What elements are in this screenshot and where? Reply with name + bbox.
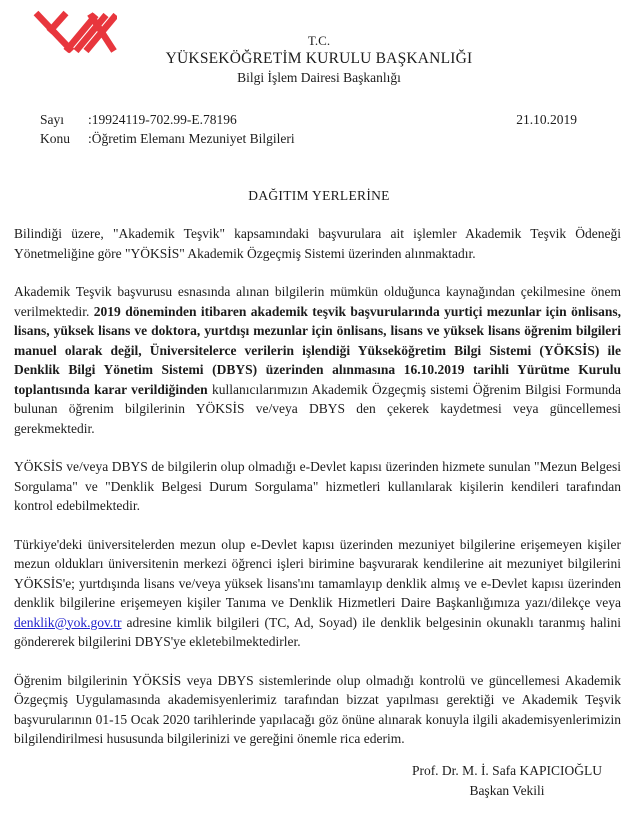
letterhead bbox=[0, 32, 638, 87]
paragraph-4-tail: adresine kimlik bilgileri (TC, Ad, Soyad) ile denklik belgesinin okunaklı taranmış halini göndererek bilgilerini DBYS'ye ekletebilmektedirler. bbox=[14, 614, 621, 649]
signature-block bbox=[398, 761, 616, 800]
paragraph-4-lead: Türkiye'deki üniversitelerden mezun olup e-Devlet kapısı üzerinden mezuniyet bilgilerine erişemeyen kişiler mezun oldukları üniversitenin merkezi öğrenci işleri birimine başvurarak kendilerine ait mezuniyet bilgilerini YÖKSİS'e; yurtdışında lisans ve/veya yüksek lisans'ını tamamlayıp denklik almış ve e-Devlet kapısı üzerinden denklik bilgilerine erişemeyen kişiler Tanıma ve Denklik Hizmetleri Daire Başkanlığımıza yazı/dilekçe veya bbox=[14, 536, 621, 610]
letterhead-tc: T.C. bbox=[307, 33, 331, 48]
konu-value: :Öğretim Elemanı Mezuniyet Bilgileri bbox=[88, 131, 295, 146]
paragraph-1: Bilindiği üzere, "Akademik Teşvik" kapsamındaki başvurulara ait işlemler Akademik Teşvik Ödeneği Yönetmeliğine göre "YÖKSİS" Akademik Özgeçmiş Sistemi üzerinden alınmaktadır. bbox=[14, 226, 621, 261]
denklik-email-link[interactable]: denklik@yok.gov.tr bbox=[14, 614, 122, 630]
sayi-value: :19924119-702.99-E.78196 bbox=[88, 112, 237, 127]
letter-body bbox=[14, 224, 621, 768]
konu-row bbox=[40, 129, 598, 148]
paragraph-4 bbox=[14, 535, 621, 652]
letterhead-org: YÜKSEKÖĞRETİM KURULU BAŞKANLIĞI bbox=[165, 50, 473, 67]
paragraph-2-tail: kullanıcılarımızın Akademik Özgeçmiş sistemi Öğrenim Bilgisi Formunda bulunan öğrenim bilgilerinin YÖKSİS ve/veya DBYS den çekerek kaydetmesi veya güncellemesi gerekmektedir. bbox=[14, 381, 621, 436]
paragraph-3: YÖKSİS ve/veya DBYS de bilgilerin olup olmadığı e-Devlet kapısı üzerinden hizmete sunulan "Mezun Belgesi Sorgulama" ve "Denklik Belgesi Durum Sorgulama" hizmetleri kullanılarak kişilerin kendileri tarafından kontrol edebilmektedir. bbox=[14, 459, 621, 513]
letter-date: 21.10.2019 bbox=[516, 112, 577, 127]
konu-label: Konu bbox=[40, 131, 70, 146]
signer-title: Başkan Vekili bbox=[469, 782, 545, 798]
letter-meta bbox=[40, 110, 598, 148]
signer-name: Prof. Dr. M. İ. Safa KAPICIOĞLU bbox=[411, 763, 603, 778]
sayi-row bbox=[40, 110, 598, 129]
paragraph-2-bold-decision: 2019 döneminden itibaren akademik teşvik başvurularında yurtiçi mezunlar için önlisans, lisans, yüksek lisans ve doktora, yurtdışı mezunlar için önlisans, lisans ve yüksek lisans öğrenim bilgileri manuel olarak değil, Üniversitelerce verilerin işlendiği Yükseköğretim Bilgi Sistemi (YÖKSİS) ile Denklik Bilgi Yönetim Sistemi (DBYS) üzerinden alınmasına 16.10.2019 tarihli Yürütme Kurulu toplantısında karar verildiğinden bbox=[14, 303, 622, 397]
sayi-label: Sayı bbox=[40, 112, 65, 127]
letterhead-dept: Bilgi İşlem Dairesi Başkanlığı bbox=[237, 70, 401, 85]
salutation: DAĞITIM YERLERİNE bbox=[248, 188, 390, 203]
paragraph-2-lead: Akademik Teşvik başvurusu esnasında alınan bilgilerin mümkün olduğunca kaynağından çekilmesine önem verilmektedir. bbox=[14, 284, 621, 319]
paragraph-5: Öğrenim bilgilerinin YÖKSİS veya DBYS sistemlerinde olup olmadığı kontrolü ve güncellemesi Akademik Özgeçmiş Uygulamasında akademisyenlerimiz tarafından bizzat yapılması gerektiği ve Akademik Teşvik başvurularının 01-15 Ocak 2020 tarihlerinde yapılacağı göz önüne alınarak konuyla ilgili akademisyenlerimizin bilgilendirilmesi hususunda bilgilerinizi ve gereğini önemle rica ederim. bbox=[14, 672, 621, 746]
paragraph-2 bbox=[14, 282, 621, 438]
